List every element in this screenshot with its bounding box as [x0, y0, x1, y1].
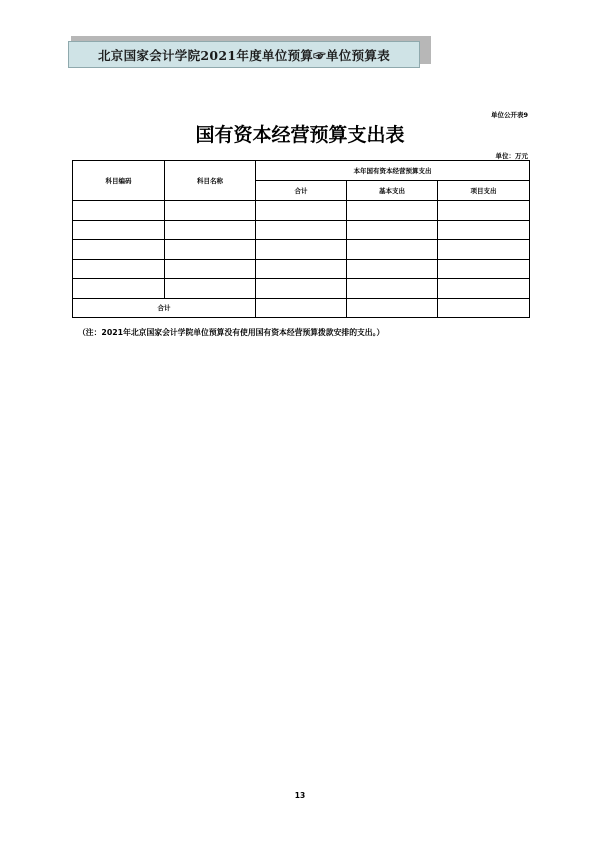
header-group: 本年国有资本经营预算支出 — [256, 161, 530, 181]
table-row — [73, 240, 530, 260]
header-banner — [68, 41, 420, 68]
unit-label: 单位：万元 — [495, 152, 528, 160]
header-subject-code: 科目编码 — [73, 161, 165, 201]
table-row — [73, 201, 530, 221]
page-title: 国有资本经营预算支出表 — [195, 124, 405, 146]
report-number: 单位公开表9 — [490, 111, 528, 119]
header-total: 合计 — [256, 181, 347, 201]
footnote: （注：2021年北京国家会计学院单位预算没有使用国有资本经营预算拨款安排的支出。） — [78, 328, 385, 337]
page-number: 13 — [294, 791, 306, 800]
budget-table — [72, 160, 530, 318]
header-basic: 基本支出 — [347, 181, 438, 201]
table-row — [73, 259, 530, 279]
header-subject-name: 科目名称 — [165, 161, 256, 201]
banner-title: 北京国家会计学院2021年度单位预算☞单位预算表 — [98, 47, 390, 63]
header-project: 项目支出 — [438, 181, 530, 201]
table-header-row — [73, 161, 530, 181]
total-label: 合计 — [73, 298, 256, 317]
table-row — [73, 279, 530, 299]
table-total-row — [73, 298, 530, 317]
table-row — [73, 220, 530, 240]
